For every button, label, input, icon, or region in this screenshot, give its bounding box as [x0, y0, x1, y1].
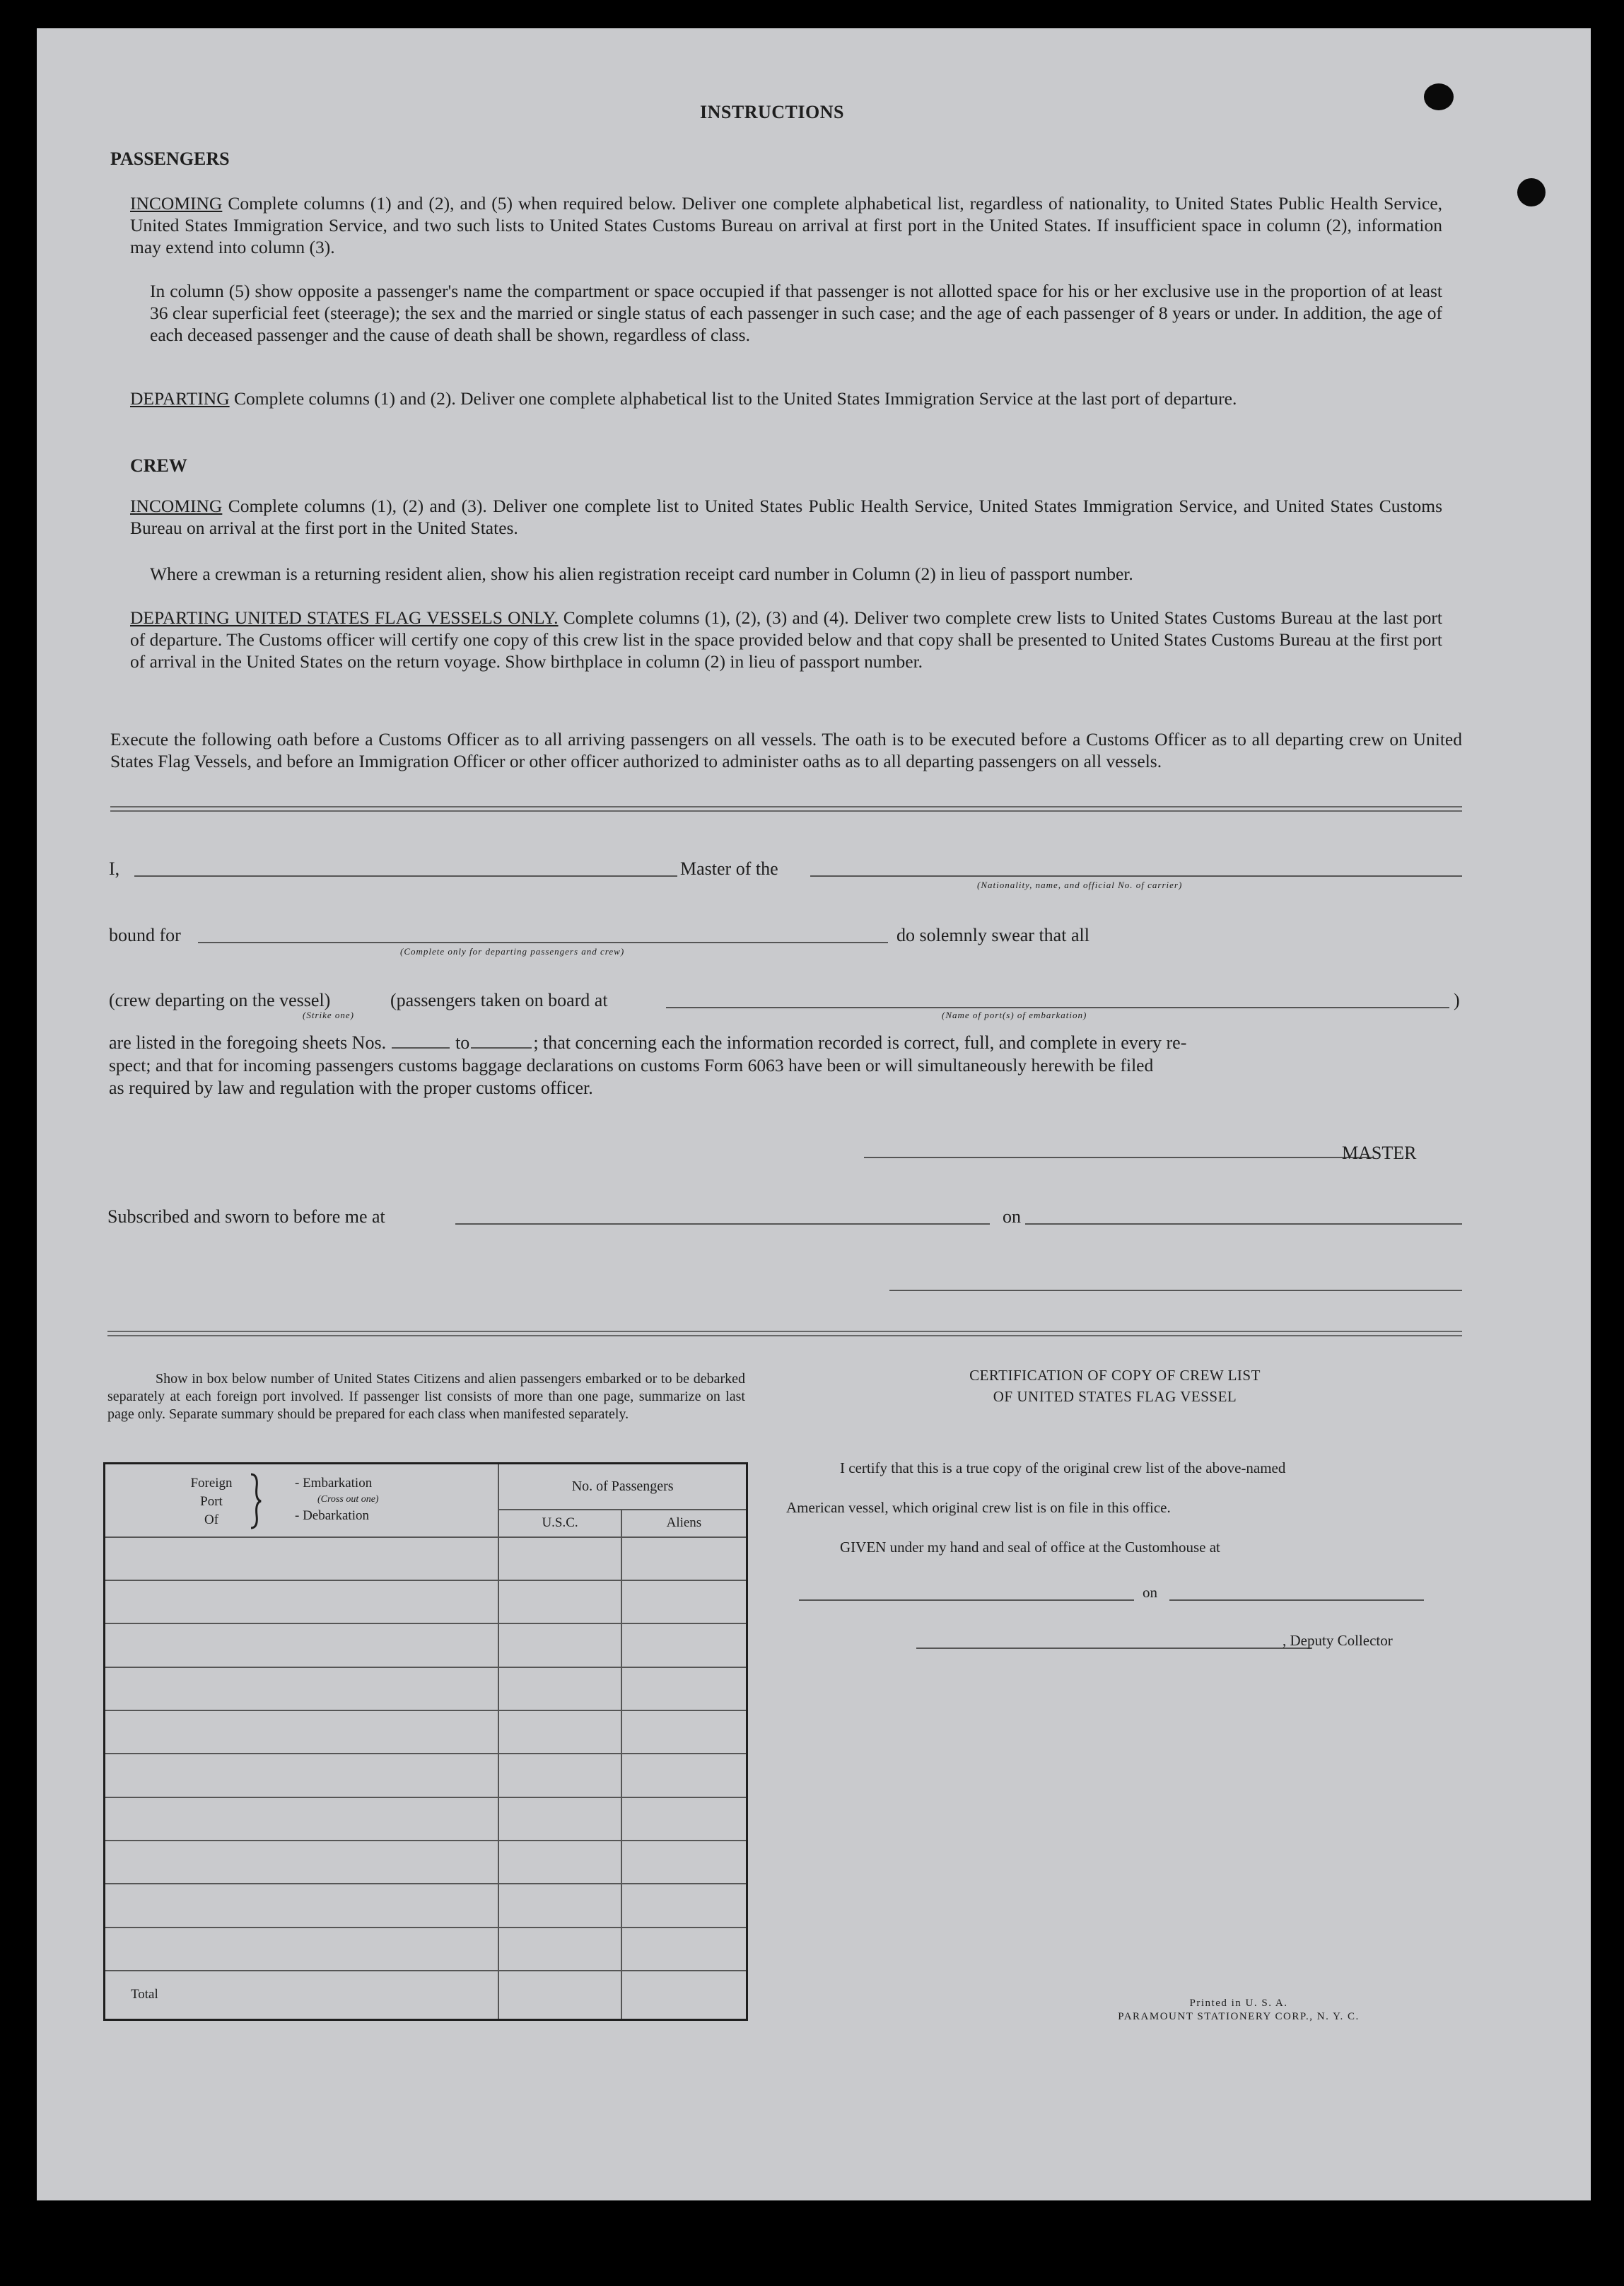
oath-i-label: I, [109, 858, 120, 879]
cert-date-line[interactable] [1169, 1599, 1424, 1601]
port-cell[interactable] [105, 1537, 499, 1580]
port-cell[interactable] [105, 1710, 499, 1754]
sheet-from-blank[interactable] [392, 1047, 450, 1049]
incoming-passengers-paragraph [130, 192, 1442, 258]
crew-incoming-label: INCOMING [130, 496, 223, 516]
departing-passengers-paragraph [130, 387, 1442, 409]
crew-departing-option: (crew departing on the vessel) [109, 990, 331, 1010]
departing-label: DEPARTING [130, 388, 230, 409]
bound-for-caption: (Complete only for departing passengers and crew) [400, 946, 625, 957]
usc-cell[interactable] [498, 1754, 621, 1797]
port-cell[interactable] [105, 1754, 499, 1797]
form-page [37, 28, 1591, 2200]
bound-for-label: bound for [109, 925, 181, 945]
aliens-header: Aliens [621, 1510, 747, 1537]
printed-in-usa: Printed in U. S. A. [1189, 1998, 1288, 2009]
port-cell[interactable] [105, 1623, 499, 1667]
debarkation-label: - Debarkation [295, 1508, 369, 1523]
usc-cell[interactable] [498, 1928, 621, 1971]
port-cell[interactable] [105, 1884, 499, 1927]
crew-heading: CREW [130, 455, 187, 476]
no-passengers-header: No. of Passengers [498, 1464, 747, 1510]
usc-cell[interactable] [498, 1667, 621, 1710]
table-row [105, 1884, 747, 1927]
departing-text: Complete columns (1) and (2). Deliver one complete alphabetical list to the United States Immigration Service at the last port of departure. [234, 388, 1237, 409]
column5-paragraph: In column (5) show opposite a passenger's name the compartment or space occupied if that passenger is not allotted space for his or her exclusive use in the proportion of at least 36 clear superficial feet (steerage); the sex and the married or single status of each passenger in such case; and the age of each passenger of 8 years or under. In addition, the age of each deceased passenger and the cause of death shall be shown, regardless of class. [150, 281, 1442, 345]
table-row [105, 1667, 747, 1710]
usc-cell[interactable] [498, 1537, 621, 1580]
table-row [105, 1580, 747, 1623]
table-row [105, 1754, 747, 1797]
of-label: Of [204, 1512, 219, 1527]
certification-title-line2: OF UNITED STATES FLAG VESSEL [993, 1388, 1237, 1405]
deputy-collector-label: , Deputy Collector [1283, 1632, 1393, 1649]
usc-cell[interactable] [498, 1710, 621, 1754]
passenger-summary-table [103, 1462, 748, 2021]
listed-line-2: spect; and that for incoming passengers customs baggage declarations on customs Form 6063 have been or will simultaneously herewith be filed [109, 1055, 1154, 1075]
to-label: to [455, 1032, 470, 1053]
crewman-paragraph: Where a crewman is a returning resident alien, show his alien registration receipt card number in Column (2) in lieu of passport number. [150, 564, 1133, 584]
usc-cell[interactable] [498, 1580, 621, 1623]
aliens-cell[interactable] [621, 1928, 747, 1971]
table-row [105, 1841, 747, 1884]
summary-intro: Show in box below number of United States Citizens and alien passengers embarked or to be debarked separately at each foreign port involved. If passenger list consists of more than one page, summarize on last page only. Separate summary should be prepared for each class when manifested separately. [107, 1371, 745, 1422]
punch-hole-right [1517, 178, 1546, 206]
sheets-prefix: are listed in the foregoing sheets Nos. [109, 1032, 387, 1053]
do-swear-label: do solemnly swear that all [896, 925, 1090, 945]
execute-paragraph: Execute the following oath before a Customs Officer as to all arriving passengers on all vessels. The oath is to be executed before a Customs Officer as to all departing crew on United States Flag Vessels, and before an Immigration Officer or other officer authorized to administer oaths as to all departing passengers on all vessels. [110, 729, 1462, 771]
table-row [105, 1623, 747, 1667]
usc-cell[interactable] [498, 1797, 621, 1841]
subscribed-date-line[interactable] [1025, 1223, 1462, 1225]
sheets-line [109, 1032, 1462, 1054]
customhouse-line[interactable] [799, 1599, 1134, 1601]
bound-for-line[interactable] [198, 942, 888, 943]
cross-out-label: (Cross out one) [317, 1494, 379, 1505]
strike-caption: (Strike one) [303, 1010, 355, 1020]
master-label: MASTER [1342, 1143, 1417, 1163]
flag-text: Complete columns (1), (2), (3) and (4). Deliver two complete crew lists to United States Customs Bureau at the last port of departure. The Customs officer will certify one copy of this crew list in the space provided below and that copy shall be presented to United States Customs Bureau at the first port of arrival in the United States on the return voyage. Show birthplace in column (2) in lieu of passport number. [130, 607, 1442, 672]
usc-cell[interactable] [498, 1623, 621, 1667]
aliens-cell[interactable] [621, 1710, 747, 1754]
port-label: Port [200, 1494, 223, 1509]
table-row [105, 1710, 747, 1754]
carrier-line[interactable] [810, 875, 1462, 877]
officer-signature-line[interactable] [889, 1290, 1462, 1291]
usc-cell[interactable] [498, 1841, 621, 1884]
certification-title [779, 1365, 1451, 1407]
close-paren: ) [1454, 990, 1460, 1010]
total-usc-cell[interactable] [498, 1971, 621, 2020]
total-row [105, 1971, 747, 2020]
flag-label: DEPARTING UNITED STATES FLAG VESSELS ONLY. [130, 607, 559, 628]
usc-header: U.S.C. [498, 1510, 621, 1537]
incoming-text: Complete columns (1) and (2), and (5) when required below. Deliver one complete alphabetical list, regardless of nationality, to United States Public Health Service, United States Immigration Service, and two such lists to United States Customs Bureau on arrival at first port in the United States. If insufficient space in column (2), information may extend into column (3). [130, 193, 1443, 257]
table-row [105, 1928, 747, 1971]
oath-divider [110, 806, 1462, 812]
printer-name: PARAMOUNT STATIONERY CORP., N. Y. C. [1118, 2011, 1360, 2022]
certify-line-2: American vessel, which original crew list is on file in this office. [786, 1499, 1171, 1516]
aliens-cell[interactable] [621, 1797, 747, 1841]
certify-line-1: I certify that this is a true copy of the original crew list of the above-named [840, 1459, 1286, 1476]
foreign-label: Foreign [190, 1476, 233, 1491]
port-cell[interactable] [105, 1841, 499, 1884]
port-cell[interactable] [105, 1928, 499, 1971]
subscribed-label: Subscribed and sworn to before me at [107, 1206, 385, 1227]
port-cell[interactable] [105, 1667, 499, 1710]
bottom-divider [107, 1331, 1462, 1336]
aliens-cell[interactable] [621, 1580, 747, 1623]
total-aliens-cell[interactable] [621, 1971, 747, 2020]
table-row [105, 1537, 747, 1580]
printer-imprint [1041, 1997, 1437, 2024]
master-of-the-label: Master of the [677, 858, 781, 880]
master-signature-line[interactable] [864, 1157, 1373, 1158]
deputy-signature-line[interactable] [916, 1648, 1312, 1649]
port-caption: (Name of port(s) of embarkation) [942, 1010, 1087, 1020]
carrier-caption: (Nationality, name, and official No. of carrier) [977, 880, 1183, 890]
brace-icon [248, 1473, 262, 1529]
port-cell[interactable] [105, 1797, 499, 1841]
usc-cell[interactable] [498, 1884, 621, 1927]
flag-vessels-paragraph [130, 607, 1442, 672]
certification-title-line1: CERTIFICATION OF COPY OF CREW LIST [969, 1367, 1261, 1384]
sheets-rest: ; that concerning each the information recorded is correct, full, and complete in every re- [533, 1032, 1187, 1053]
crew-incoming-text: Complete columns (1), (2) and (3). Deliver one complete list to United States Public Health Service, United States Immigration Service, and United States Customs Bureau on arrival at the first port in the United States. [130, 496, 1443, 538]
foreign-port-header [105, 1464, 499, 1537]
aliens-cell[interactable] [621, 1623, 747, 1667]
port-cell[interactable] [105, 1580, 499, 1623]
master-name-line[interactable] [134, 875, 693, 877]
aliens-cell[interactable] [621, 1884, 747, 1927]
subscribed-on-label: on [1003, 1206, 1021, 1227]
embarkation-label: - Embarkation [295, 1476, 373, 1491]
aliens-cell[interactable] [621, 1537, 747, 1580]
sheet-to-blank[interactable] [471, 1047, 532, 1049]
incoming-label: INCOMING [130, 193, 223, 214]
listed-line-3: as required by law and regulation with the proper customs officer. [109, 1078, 593, 1098]
instructions-title: INSTRUCTIONS [700, 102, 844, 122]
aliens-cell[interactable] [621, 1754, 747, 1797]
passengers-heading: PASSENGERS [110, 148, 230, 169]
incoming-crew-paragraph [130, 495, 1442, 539]
cert-on-label: on [1143, 1584, 1157, 1601]
table-row [105, 1797, 747, 1841]
aliens-cell[interactable] [621, 1667, 747, 1710]
subscribed-place-line[interactable] [455, 1223, 990, 1225]
aliens-cell[interactable] [621, 1841, 747, 1884]
port-line[interactable] [666, 1007, 1449, 1008]
total-label: Total [105, 1971, 499, 2020]
given-line: GIVEN under my hand and seal of office at the Customhouse at [840, 1539, 1220, 1556]
passengers-taken-option: (passengers taken on board at [390, 990, 608, 1010]
